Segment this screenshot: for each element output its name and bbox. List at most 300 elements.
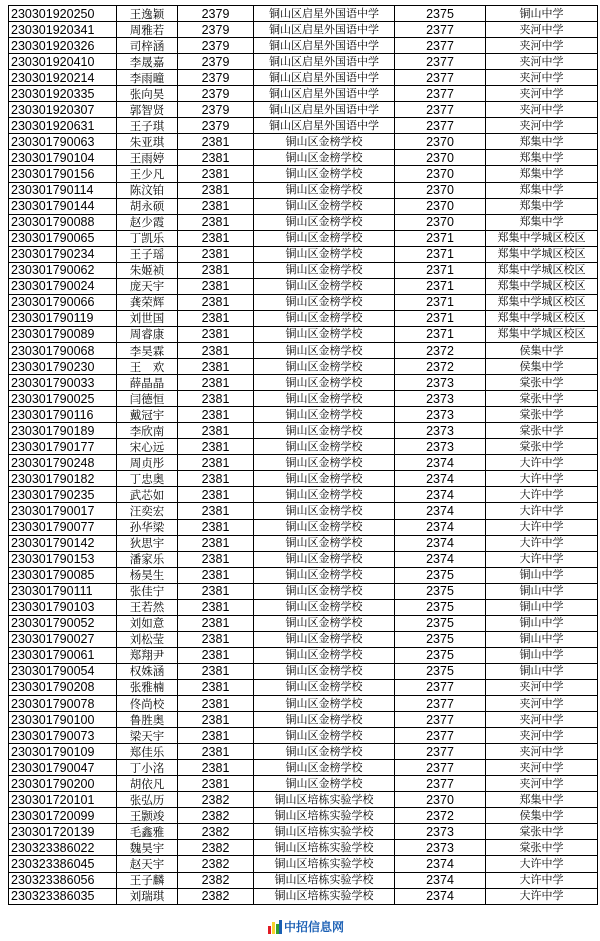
target-school-cell: 铜山中学 [486, 567, 598, 583]
student-name-cell: 王 欢 [117, 359, 178, 375]
school-name-cell: 铜山区金榜学校 [254, 567, 395, 583]
target-school-cell: 大许中学 [486, 471, 598, 487]
target-school-cell: 郑集中学 [486, 214, 598, 230]
target-code-cell: 2374 [395, 888, 486, 904]
school-code-cell: 2381 [178, 599, 254, 615]
table-row [9, 86, 598, 102]
student-id-cell: 230301790068 [9, 342, 117, 358]
student-name-cell: 鲁胜奥 [117, 712, 178, 728]
school-name-cell: 铜山区金榜学校 [254, 407, 395, 423]
target-school-cell: 侯集中学 [486, 808, 598, 824]
student-name-cell: 杨昊生 [117, 567, 178, 583]
student-name-cell: 王颢竣 [117, 808, 178, 824]
school-name-cell: 铜山区金榜学校 [254, 471, 395, 487]
table-row [9, 198, 598, 214]
student-name-cell: 佟尚校 [117, 696, 178, 712]
table-row [9, 118, 598, 134]
table-row [9, 679, 598, 695]
table-row [9, 776, 598, 792]
student-id-cell: 230301790052 [9, 615, 117, 631]
student-id-cell: 230301790182 [9, 471, 117, 487]
student-id-cell: 230301790234 [9, 246, 117, 262]
student-id-cell: 230301790114 [9, 182, 117, 198]
target-school-cell: 郑集中学城区校区 [486, 246, 598, 262]
target-code-cell: 2377 [395, 70, 486, 86]
student-id-cell: 230301720139 [9, 824, 117, 840]
school-name-cell: 铜山区启星外国语中学 [254, 102, 395, 118]
school-name-cell: 铜山区金榜学校 [254, 663, 395, 679]
student-name-cell: 王逸颖 [117, 6, 178, 22]
table-row [9, 535, 598, 551]
target-code-cell: 2377 [395, 102, 486, 118]
table-row [9, 792, 598, 808]
school-name-cell: 铜山区金榜学校 [254, 712, 395, 728]
table-row [9, 567, 598, 583]
student-name-cell: 丁小洺 [117, 760, 178, 776]
student-name-cell: 刘松莹 [117, 631, 178, 647]
student-name-cell: 闫德恒 [117, 391, 178, 407]
school-name-cell: 铜山区启星外国语中学 [254, 118, 395, 134]
school-code-cell: 2381 [178, 760, 254, 776]
student-id-cell: 230301790111 [9, 583, 117, 599]
student-name-cell: 周睿康 [117, 326, 178, 342]
student-name-cell: 王子麟 [117, 872, 178, 888]
student-name-cell: 王子琪 [117, 118, 178, 134]
target-school-cell: 夹河中学 [486, 70, 598, 86]
target-code-cell: 2371 [395, 278, 486, 294]
target-school-cell: 棠张中学 [486, 391, 598, 407]
target-school-cell: 大许中学 [486, 535, 598, 551]
school-name-cell: 铜山区金榜学校 [254, 391, 395, 407]
table-row [9, 262, 598, 278]
school-code-cell: 2381 [178, 551, 254, 567]
student-name-cell: 胡永硕 [117, 198, 178, 214]
student-id-cell: 230301920307 [9, 102, 117, 118]
school-name-cell: 铜山区培栋实验学校 [254, 888, 395, 904]
table-row [9, 278, 598, 294]
school-code-cell: 2379 [178, 22, 254, 38]
school-code-cell: 2381 [178, 375, 254, 391]
table-row [9, 663, 598, 679]
student-name-cell: 胡依凡 [117, 776, 178, 792]
target-school-cell: 夹河中学 [486, 696, 598, 712]
student-name-cell: 李昊霖 [117, 342, 178, 358]
school-code-cell: 2379 [178, 54, 254, 70]
target-code-cell: 2377 [395, 86, 486, 102]
target-code-cell: 2374 [395, 487, 486, 503]
school-name-cell: 铜山区培栋实验学校 [254, 872, 395, 888]
student-name-cell: 郑佳乐 [117, 744, 178, 760]
student-id-cell: 230301790153 [9, 551, 117, 567]
school-name-cell: 铜山区金榜学校 [254, 631, 395, 647]
student-id-cell: 230301790054 [9, 663, 117, 679]
student-id-cell: 230301790235 [9, 487, 117, 503]
school-code-cell: 2381 [178, 407, 254, 423]
student-id-cell: 230301790088 [9, 214, 117, 230]
target-code-cell: 2377 [395, 712, 486, 728]
school-name-cell: 铜山区金榜学校 [254, 246, 395, 262]
student-id-cell: 230301920214 [9, 70, 117, 86]
target-school-cell: 铜山中学 [486, 583, 598, 599]
student-id-cell: 230301720099 [9, 808, 117, 824]
student-id-cell: 230301790078 [9, 696, 117, 712]
student-id-cell: 230301790077 [9, 519, 117, 535]
student-id-cell: 230301790024 [9, 278, 117, 294]
student-name-cell: 龚荣辉 [117, 294, 178, 310]
school-code-cell: 2381 [178, 471, 254, 487]
target-school-cell: 大许中学 [486, 455, 598, 471]
target-school-cell: 铜山中学 [486, 6, 598, 22]
table-row [9, 38, 598, 54]
target-school-cell: 铜山中学 [486, 663, 598, 679]
target-school-cell: 棠张中学 [486, 407, 598, 423]
school-name-cell: 铜山区金榜学校 [254, 696, 395, 712]
target-school-cell: 郑集中学城区校区 [486, 262, 598, 278]
target-school-cell: 大许中学 [486, 872, 598, 888]
school-name-cell: 铜山区金榜学校 [254, 342, 395, 358]
student-id-cell: 230301790119 [9, 310, 117, 326]
school-name-cell: 铜山区金榜学校 [254, 294, 395, 310]
target-code-cell: 2371 [395, 246, 486, 262]
target-code-cell: 2375 [395, 615, 486, 631]
school-code-cell: 2381 [178, 712, 254, 728]
school-code-cell: 2381 [178, 439, 254, 455]
target-school-cell: 棠张中学 [486, 375, 598, 391]
school-name-cell: 铜山区金榜学校 [254, 214, 395, 230]
table-body [9, 6, 598, 905]
school-code-cell: 2381 [178, 583, 254, 599]
student-name-cell: 王子瑶 [117, 246, 178, 262]
table-row [9, 359, 598, 375]
watermark-text: 中招信息网 [284, 920, 345, 934]
school-name-cell: 铜山区金榜学校 [254, 375, 395, 391]
school-code-cell: 2381 [178, 455, 254, 471]
target-school-cell: 夹河中学 [486, 54, 598, 70]
table-row [9, 760, 598, 776]
school-code-cell: 2381 [178, 166, 254, 182]
target-code-cell: 2375 [395, 663, 486, 679]
student-name-cell: 武芯如 [117, 487, 178, 503]
target-school-cell: 铜山中学 [486, 631, 598, 647]
target-school-cell: 郑集中学城区校区 [486, 326, 598, 342]
school-name-cell: 铜山区培栋实验学校 [254, 792, 395, 808]
target-code-cell: 2375 [395, 583, 486, 599]
student-id-cell: 230301790033 [9, 375, 117, 391]
table-row [9, 342, 598, 358]
target-school-cell: 夹河中学 [486, 760, 598, 776]
student-id-cell: 230301920410 [9, 54, 117, 70]
table-row [9, 391, 598, 407]
student-name-cell: 潘家乐 [117, 551, 178, 567]
table-row [9, 134, 598, 150]
table-row [9, 856, 598, 872]
school-name-cell: 铜山区金榜学校 [254, 728, 395, 744]
student-id-cell: 230301790063 [9, 134, 117, 150]
target-code-cell: 2374 [395, 519, 486, 535]
student-id-cell: 230301920335 [9, 86, 117, 102]
target-code-cell: 2370 [395, 166, 486, 182]
target-school-cell: 侯集中学 [486, 342, 598, 358]
school-code-cell: 2382 [178, 808, 254, 824]
table-row [9, 840, 598, 856]
student-name-cell: 狄思宇 [117, 535, 178, 551]
target-school-cell: 郑集中学 [486, 134, 598, 150]
school-name-cell: 铜山区金榜学校 [254, 744, 395, 760]
table-row [9, 70, 598, 86]
target-school-cell: 大许中学 [486, 888, 598, 904]
student-id-cell: 230301790100 [9, 712, 117, 728]
school-name-cell: 铜山区金榜学校 [254, 776, 395, 792]
target-school-cell: 侯集中学 [486, 359, 598, 375]
school-name-cell: 铜山区金榜学校 [254, 647, 395, 663]
table-row [9, 631, 598, 647]
student-name-cell: 郑翔尹 [117, 647, 178, 663]
school-code-cell: 2381 [178, 679, 254, 695]
table-row [9, 375, 598, 391]
school-name-cell: 铜山区启星外国语中学 [254, 6, 395, 22]
school-name-cell: 铜山区金榜学校 [254, 519, 395, 535]
student-id-cell: 230301720101 [9, 792, 117, 808]
school-code-cell: 2381 [178, 744, 254, 760]
student-name-cell: 丁忠奥 [117, 471, 178, 487]
school-code-cell: 2382 [178, 824, 254, 840]
table-row [9, 503, 598, 519]
school-code-cell: 2381 [178, 342, 254, 358]
school-code-cell: 2382 [178, 856, 254, 872]
student-id-cell: 230301790177 [9, 439, 117, 455]
student-id-cell: 230323386056 [9, 872, 117, 888]
student-name-cell: 李晟嘉 [117, 54, 178, 70]
school-code-cell: 2381 [178, 696, 254, 712]
school-name-cell: 铜山区金榜学校 [254, 551, 395, 567]
table-row [9, 551, 598, 567]
admission-list-table [8, 5, 598, 905]
target-code-cell: 2374 [395, 872, 486, 888]
student-id-cell: 230301790208 [9, 679, 117, 695]
student-id-cell: 230301790248 [9, 455, 117, 471]
student-id-cell: 230301790156 [9, 166, 117, 182]
school-code-cell: 2381 [178, 246, 254, 262]
student-id-cell: 230301790189 [9, 423, 117, 439]
school-code-cell: 2381 [178, 663, 254, 679]
student-name-cell: 朱亚琪 [117, 134, 178, 150]
school-name-cell: 铜山区金榜学校 [254, 230, 395, 246]
target-school-cell: 郑集中学 [486, 182, 598, 198]
student-name-cell: 张向昊 [117, 86, 178, 102]
student-name-cell: 张雅楠 [117, 679, 178, 695]
school-code-cell: 2381 [178, 134, 254, 150]
school-code-cell: 2381 [178, 567, 254, 583]
target-code-cell: 2373 [395, 407, 486, 423]
school-code-cell: 2381 [178, 519, 254, 535]
target-code-cell: 2377 [395, 728, 486, 744]
school-code-cell: 2381 [178, 214, 254, 230]
student-id-cell: 230301920341 [9, 22, 117, 38]
student-id-cell: 230301790047 [9, 760, 117, 776]
target-code-cell: 2374 [395, 856, 486, 872]
student-name-cell: 魏昊宇 [117, 840, 178, 856]
table-row [9, 423, 598, 439]
target-code-cell: 2377 [395, 38, 486, 54]
school-name-cell: 铜山区金榜学校 [254, 166, 395, 182]
target-school-cell: 大许中学 [486, 856, 598, 872]
student-name-cell: 陈汶铂 [117, 182, 178, 198]
target-code-cell: 2375 [395, 631, 486, 647]
school-code-cell: 2379 [178, 102, 254, 118]
school-code-cell: 2381 [178, 182, 254, 198]
student-name-cell: 李雨曈 [117, 70, 178, 86]
target-school-cell: 棠张中学 [486, 439, 598, 455]
school-name-cell: 铜山区培栋实验学校 [254, 808, 395, 824]
school-code-cell: 2381 [178, 647, 254, 663]
table-row [9, 712, 598, 728]
student-name-cell: 郭智贤 [117, 102, 178, 118]
target-code-cell: 2372 [395, 359, 486, 375]
school-code-cell: 2381 [178, 326, 254, 342]
school-name-cell: 铜山区金榜学校 [254, 326, 395, 342]
student-id-cell: 230301790017 [9, 503, 117, 519]
table-row [9, 519, 598, 535]
school-name-cell: 铜山区金榜学校 [254, 359, 395, 375]
student-name-cell: 薛晶晶 [117, 375, 178, 391]
school-name-cell: 铜山区金榜学校 [254, 134, 395, 150]
school-name-cell: 铜山区培栋实验学校 [254, 824, 395, 840]
school-name-cell: 铜山区金榜学校 [254, 615, 395, 631]
target-code-cell: 2377 [395, 760, 486, 776]
student-name-cell: 刘如意 [117, 615, 178, 631]
student-name-cell: 权姝涵 [117, 663, 178, 679]
target-code-cell: 2374 [395, 503, 486, 519]
school-code-cell: 2382 [178, 792, 254, 808]
student-id-cell: 230301790062 [9, 262, 117, 278]
school-code-cell: 2379 [178, 6, 254, 22]
table-row [9, 6, 598, 22]
school-name-cell: 铜山区启星外国语中学 [254, 86, 395, 102]
target-school-cell: 大许中学 [486, 487, 598, 503]
student-name-cell: 李欣南 [117, 423, 178, 439]
student-name-cell: 戴冠宇 [117, 407, 178, 423]
student-id-cell: 230301920631 [9, 118, 117, 134]
student-id-cell: 230301790025 [9, 391, 117, 407]
table-row [9, 487, 598, 503]
school-name-cell: 铜山区金榜学校 [254, 760, 395, 776]
school-code-cell: 2382 [178, 840, 254, 856]
student-id-cell: 230301790066 [9, 294, 117, 310]
target-school-cell: 郑集中学城区校区 [486, 294, 598, 310]
bar-logo-icon [268, 920, 282, 934]
student-name-cell: 宋心远 [117, 439, 178, 455]
target-school-cell: 棠张中学 [486, 840, 598, 856]
table-row [9, 182, 598, 198]
school-name-cell: 铜山区金榜学校 [254, 310, 395, 326]
school-name-cell: 铜山区金榜学校 [254, 439, 395, 455]
student-name-cell: 王雨婷 [117, 150, 178, 166]
target-school-cell: 大许中学 [486, 551, 598, 567]
school-name-cell: 铜山区培栋实验学校 [254, 840, 395, 856]
school-code-cell: 2381 [178, 391, 254, 407]
table-row [9, 872, 598, 888]
school-name-cell: 铜山区金榜学校 [254, 198, 395, 214]
student-id-cell: 230301790144 [9, 198, 117, 214]
school-code-cell: 2381 [178, 631, 254, 647]
target-school-cell: 夹河中学 [486, 728, 598, 744]
target-code-cell: 2371 [395, 310, 486, 326]
target-code-cell: 2370 [395, 182, 486, 198]
target-school-cell: 夹河中学 [486, 22, 598, 38]
target-code-cell: 2373 [395, 375, 486, 391]
target-code-cell: 2370 [395, 792, 486, 808]
table-row [9, 455, 598, 471]
target-code-cell: 2370 [395, 198, 486, 214]
school-code-cell: 2381 [178, 487, 254, 503]
target-school-cell: 夹河中学 [486, 102, 598, 118]
table-row [9, 583, 598, 599]
school-code-cell: 2381 [178, 198, 254, 214]
student-name-cell: 张弘历 [117, 792, 178, 808]
student-id-cell: 230301920250 [9, 6, 117, 22]
target-code-cell: 2370 [395, 150, 486, 166]
student-name-cell: 毛鑫雅 [117, 824, 178, 840]
school-name-cell: 铜山区金榜学校 [254, 182, 395, 198]
student-name-cell: 赵少霞 [117, 214, 178, 230]
target-code-cell: 2377 [395, 776, 486, 792]
school-name-cell: 铜山区启星外国语中学 [254, 70, 395, 86]
school-name-cell: 铜山区金榜学校 [254, 487, 395, 503]
table-row [9, 294, 598, 310]
school-code-cell: 2381 [178, 150, 254, 166]
school-name-cell: 铜山区金榜学校 [254, 599, 395, 615]
target-code-cell: 2375 [395, 6, 486, 22]
school-code-cell: 2381 [178, 262, 254, 278]
table-row [9, 54, 598, 70]
student-name-cell: 周雅若 [117, 22, 178, 38]
student-name-cell: 梁天宇 [117, 728, 178, 744]
table-row [9, 166, 598, 182]
target-school-cell: 大许中学 [486, 503, 598, 519]
target-code-cell: 2373 [395, 439, 486, 455]
school-code-cell: 2382 [178, 872, 254, 888]
target-code-cell: 2372 [395, 342, 486, 358]
table-row [9, 150, 598, 166]
target-school-cell: 郑集中学城区校区 [486, 310, 598, 326]
table-row [9, 214, 598, 230]
target-code-cell: 2377 [395, 22, 486, 38]
school-code-cell: 2379 [178, 86, 254, 102]
student-id-cell: 230301790142 [9, 535, 117, 551]
school-name-cell: 铜山区启星外国语中学 [254, 38, 395, 54]
table-row [9, 326, 598, 342]
student-id-cell: 230301790089 [9, 326, 117, 342]
school-name-cell: 铜山区培栋实验学校 [254, 856, 395, 872]
target-code-cell: 2373 [395, 391, 486, 407]
target-code-cell: 2373 [395, 840, 486, 856]
table-row [9, 439, 598, 455]
table-row [9, 102, 598, 118]
school-name-cell: 铜山区金榜学校 [254, 423, 395, 439]
target-school-cell: 大许中学 [486, 519, 598, 535]
school-name-cell: 铜山区金榜学校 [254, 679, 395, 695]
target-code-cell: 2377 [395, 54, 486, 70]
school-code-cell: 2381 [178, 359, 254, 375]
school-code-cell: 2381 [178, 278, 254, 294]
student-id-cell: 230301790073 [9, 728, 117, 744]
target-school-cell: 夹河中学 [486, 118, 598, 134]
table-row [9, 808, 598, 824]
school-code-cell: 2379 [178, 118, 254, 134]
target-code-cell: 2377 [395, 118, 486, 134]
target-school-cell: 棠张中学 [486, 824, 598, 840]
target-code-cell: 2373 [395, 423, 486, 439]
